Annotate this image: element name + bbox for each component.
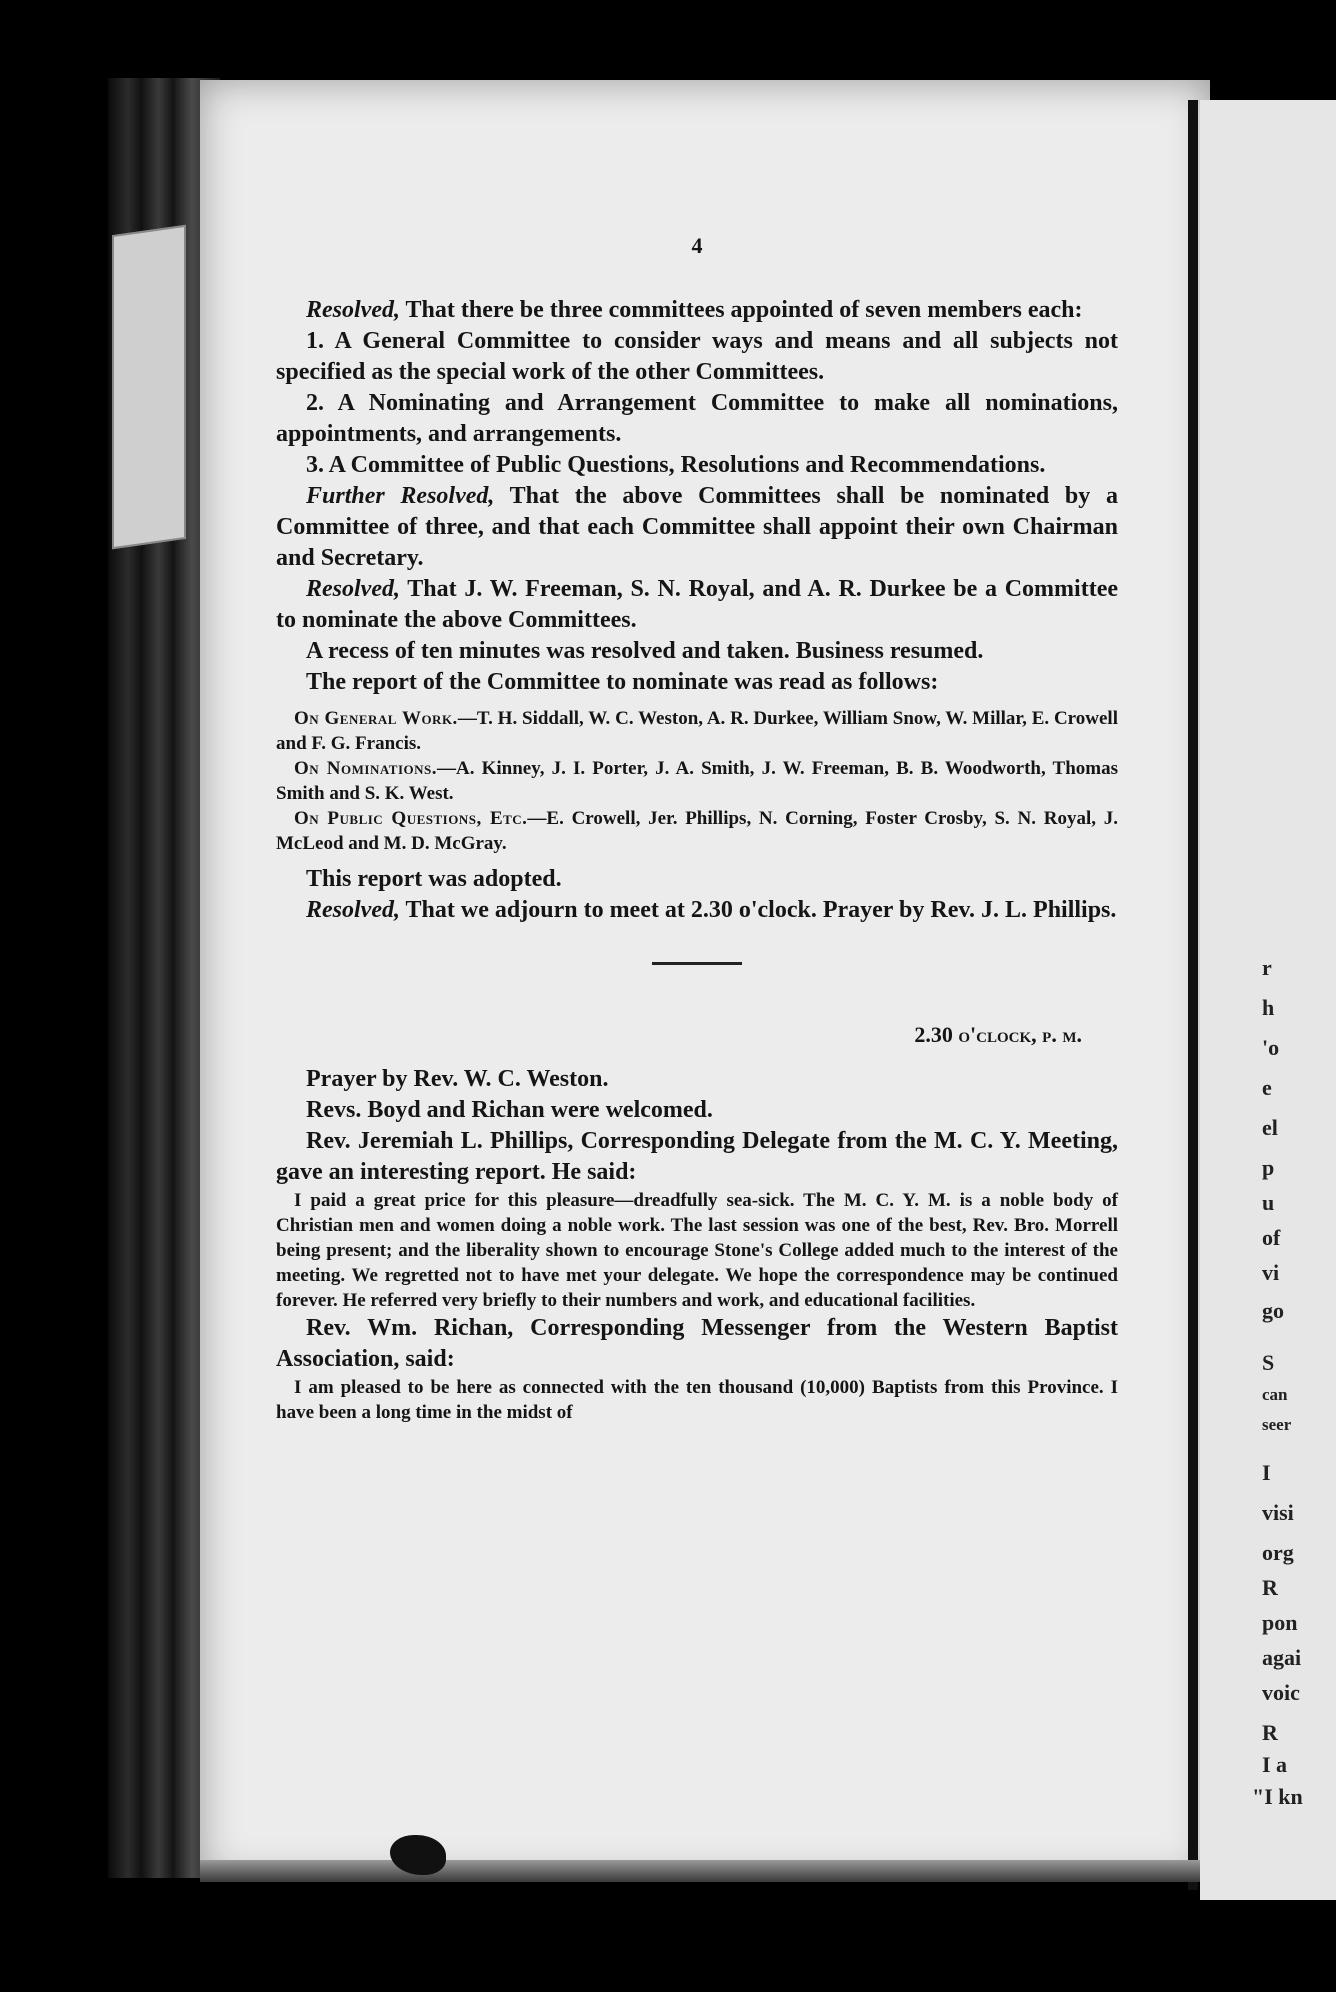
committee-members: —T. H. Siddall, W. C. Weston, A. R. Durkee, William Snow, W. Millar, E. Crowell and F. G. Francis.	[276, 708, 1118, 754]
text-column	[276, 230, 1118, 1425]
facing-fragment: org	[1262, 1540, 1294, 1565]
resolution-lead: Resolved,	[306, 897, 400, 923]
recess-paragraph: A recess of ten minutes was resolved and taken. Business resumed.	[306, 638, 984, 664]
facing-page	[1200, 100, 1336, 1900]
facing-fragment: can	[1262, 1385, 1288, 1404]
facing-fragment: of	[1262, 1225, 1281, 1250]
facing-fragment: vi	[1262, 1260, 1280, 1285]
phillips-intro: Rev. Jeremiah L. Phillips, Corresponding Delegate from the M. C. Y. Meeting, gave an interesting report. He said:	[276, 1128, 1118, 1185]
resolution-text: That we adjourn to meet at 2.30 o'clock. Prayer by Rev. J. L. Phillips.	[399, 897, 1117, 923]
committee-members: —E. Crowell, Jer. Phillips, N. Corning, Foster Crosby, S. N. Royal, J. McLeod and M. D. McGray.	[276, 808, 1118, 854]
richan-intro: Rev. Wm. Richan, Corresponding Messenger from the Western Baptist Association, said:	[276, 1315, 1118, 1372]
facing-fragment: h	[1262, 995, 1275, 1020]
committee-heading: On Public Questions, Etc.	[294, 808, 528, 829]
phillips-quote: I paid a great price for this pleasure—dreadfully sea-sick. The M. C. Y. M. is a noble body of Christian men and women doing a noble work. The last session was one of the best, Rev. Bro. Morrell being present; and the liberality shown to encourage Stone's College added much to the interest of the meeting. We regretted not to have met your delegate. We hope the correspondence may be continued forever. He referred very briefly to their numbers and work, and educational facilities.	[276, 1190, 1118, 1311]
committee-heading: On General Work.	[294, 708, 458, 729]
further-resolved-paragraph	[276, 481, 1118, 574]
facing-fragment: r	[1262, 955, 1272, 980]
further-resolved-lead: Further Resolved,	[306, 483, 495, 509]
resolution-paragraph	[276, 895, 1118, 926]
facing-fragment: visi	[1262, 1500, 1294, 1525]
richan-quote: I am pleased to be here as connected with the ten thousand (10,000) Baptists from this Province. I have been a long time in the midst of	[276, 1377, 1118, 1423]
facing-fragment: 'o	[1262, 1035, 1280, 1060]
resolution-text: That J. W. Freeman, S. N. Royal, and A. R. Durkee be a Committee to nominate the above Committees.	[276, 576, 1118, 633]
facing-fragment: S	[1262, 1350, 1275, 1375]
page-gutter	[1188, 100, 1198, 1890]
facing-fragment: e	[1262, 1075, 1272, 1100]
resolution-lead: Resolved,	[306, 576, 400, 602]
resolution-paragraph	[276, 295, 1118, 326]
facing-fragment: I	[1262, 1460, 1271, 1485]
resolution-lead: Resolved,	[306, 297, 400, 323]
session-time-heading: 2.30 o'clock, p. m.	[914, 1022, 1082, 1047]
resolution-text: That there be three committees appointed of seven members each:	[399, 297, 1083, 323]
committee-item-3: 3. A Committee of Public Questions, Resolutions and Recommendations.	[306, 452, 1046, 478]
further-resolved-text: That the above Committees shall be nominated by a Committee of three, and that each Committee shall appoint their own Chairman and Secretary.	[276, 483, 1118, 571]
facing-fragment: p	[1262, 1155, 1275, 1180]
page-number: 4	[691, 233, 703, 258]
page-bottom-edge	[200, 1860, 1200, 1882]
committee-heading: On Nominations.	[294, 758, 437, 779]
facing-fragment: agai	[1262, 1645, 1302, 1670]
prayer-paragraph: Prayer by Rev. W. C. Weston.	[306, 1066, 609, 1092]
committee-listing	[276, 756, 1118, 806]
committee-item-2: 2. A Nominating and Arrangement Committee to make all nominations, appointments, and arrangements.	[276, 390, 1118, 447]
committee-members: —A. Kinney, J. I. Porter, J. A. Smith, J. W. Freeman, B. B. Woodworth, Thomas Smith and S. K. West.	[276, 758, 1118, 804]
report-intro: The report of the Committee to nominate was read as follows:	[306, 669, 939, 695]
committee-item-1: 1. A General Committee to consider ways and means and all subjects not specified as the special work of the other Committees.	[276, 328, 1118, 385]
facing-fragment: R	[1262, 1720, 1278, 1745]
facing-fragment: I a	[1262, 1752, 1288, 1777]
facing-fragment: go	[1262, 1298, 1284, 1323]
facing-fragment: R	[1262, 1575, 1278, 1600]
welcome-paragraph: Revs. Boyd and Richan were welcomed.	[306, 1097, 713, 1123]
facing-fragment: el	[1262, 1115, 1278, 1140]
facing-fragment: u	[1262, 1190, 1275, 1215]
facing-fragment: "I kn	[1252, 1784, 1303, 1809]
bookmark-tab	[112, 225, 186, 549]
committee-listing	[276, 806, 1118, 856]
adopted-paragraph: This report was adopted.	[306, 866, 562, 892]
facing-fragment: voic	[1262, 1680, 1300, 1705]
section-divider	[652, 962, 742, 965]
committee-listing	[276, 706, 1118, 756]
facing-fragment: seer	[1262, 1415, 1292, 1434]
facing-fragment: pon	[1262, 1610, 1298, 1635]
resolution-paragraph	[276, 574, 1118, 636]
